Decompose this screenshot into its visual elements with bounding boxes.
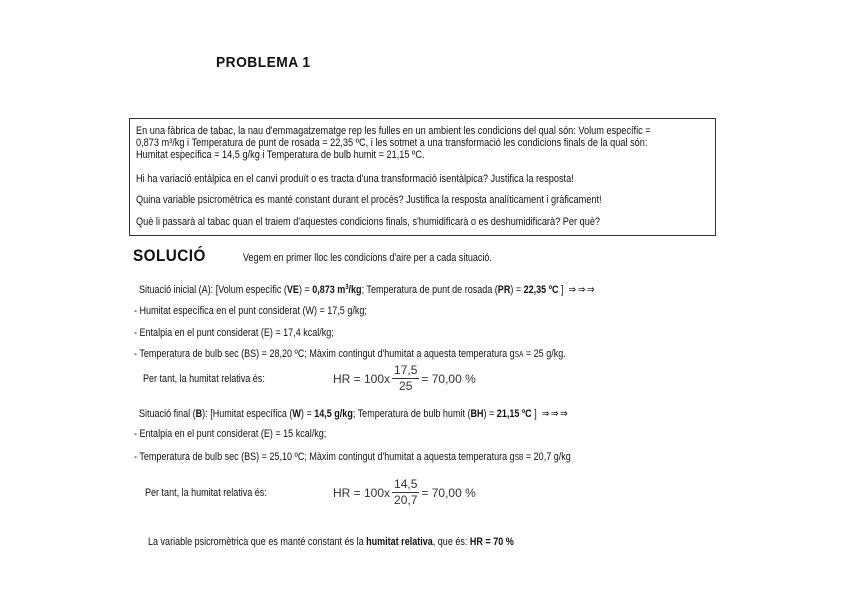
initial-item-enthalpy: - Entalpia en el punt considerat (E) = 17,4 kcal/kg; [134,327,334,339]
statement-line: Humitat específica = 14,5 g/kg i Temperatura de bulb humit = 21,15 ºC. [136,149,425,161]
arrows-icon: ⇒⇒⇒ [568,284,597,296]
question-1: Hi ha variació entàlpica en el canvi produït o es tracta d'una transformació isentàlpica? Justifica la resposta! [136,173,574,185]
solution-heading: SOLUCIÓ [133,246,206,265]
statement-line: 0,873 m³/kg i Temperatura de punt de rosada = 22,35 ºC, i les sotmet a una transformació les condicions finals de la qual són: [136,137,648,149]
statement-line: En una fàbrica de tabac, la nau d'emmagatzematge rep les fulles en un ambient les condicions del qual són: Volum específic = [136,125,651,137]
final-item-enthalpy: - Entalpia en el punt considerat (E) = 15 kcal/kg; [134,428,327,440]
initial-item-humidity: - Humitat específica en el punt considerat (W) = 17,5 g/kg; [134,305,367,317]
conclusion: La variable psicromètrica que es manté constant és la humitat relativa, que és: HR = 70 % [148,536,514,548]
fraction: $\frac{17,5}{25}$ [394,363,418,393]
fraction: $\frac{14,5}{20,7}$ [394,477,418,507]
hr-initial-formula: HR = 100x $\frac{17,5}{25}$ = 70,00 % [333,363,476,393]
hr-final-formula: HR = 100x $\frac{14,5}{20,7}$ = 70,00 % [333,477,476,507]
hr-final-label: Per tant, la humitat relativa és: [145,487,267,499]
solution-intro: Vegem en primer lloc les condicions d'aire per a cada situació. [243,252,492,264]
problem-statement-box [129,118,716,236]
question-2: Quina variable psicromètrica es manté constant durant el procés? Justifica la resposta analíticament i gràficament! [136,194,602,206]
arrows-icon: ⇒⇒⇒ [541,408,570,420]
final-item-drybulb: - Temperatura de bulb sec (BS) = 25,10 ºC; Màxim contingut d'humitat a aquesta temperatura gSB = 20,7 g/kg [134,451,571,463]
final-state-line: Situació final (B): [Humitat específica (W) = 14,5 g/kg; Temperatura de bulb humit (BH) = 21,15 ºC ] ⇒⇒⇒ [139,408,570,420]
page-title: PROBLEMA 1 [216,54,311,71]
initial-item-drybulb: - Temperatura de bulb sec (BS) = 28,20 ºC; Màxim contingut d'humitat a aquesta temperatura gSA = 25 g/kg. [134,348,566,360]
question-3: Què li passarà al tabac quan el traiem d'aquestes condicions finals, s'humidificarà o es deshumidificarà? Per què? [136,216,601,228]
initial-state-line: Situació inicial (A): [Volum específic (VE) = 0,873 $m^3/kg$; Temperatura de punt de rosada (PR) = 22,35 ºC ] ⇒⇒⇒ [139,284,597,296]
hr-initial-label: Per tant, la humitat relativa és: [143,373,265,385]
